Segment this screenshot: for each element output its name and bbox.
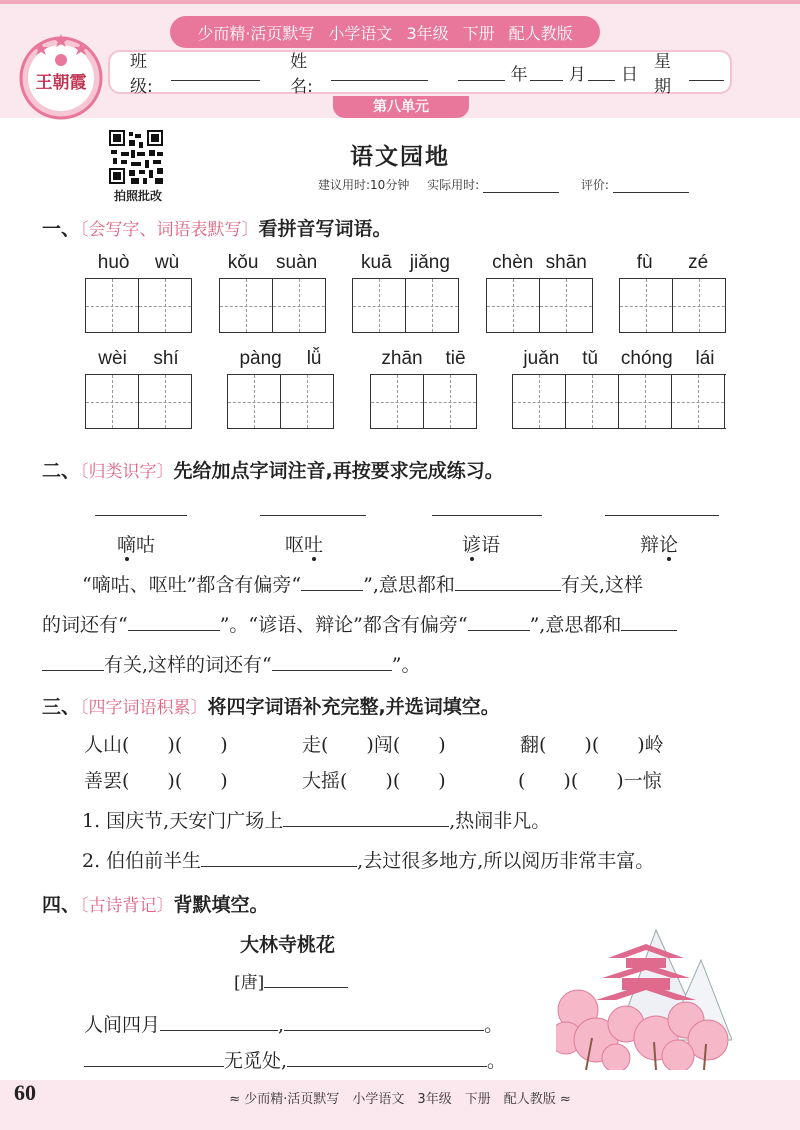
writing-box[interactable] xyxy=(281,375,334,428)
section-4-heading xyxy=(42,890,269,917)
actual-time-field[interactable] xyxy=(483,181,559,193)
pinyin-syllable: juǎn xyxy=(523,348,560,369)
page-number: 60 xyxy=(14,1080,36,1105)
fill-blank[interactable] xyxy=(42,651,104,671)
writing-box[interactable] xyxy=(86,279,139,332)
dotted-word xyxy=(117,530,155,557)
sentence-2 xyxy=(82,846,654,873)
word-char: 语 xyxy=(481,534,501,556)
idiom-item[interactable]: 人山( )( ) xyxy=(84,734,228,756)
dotted-word xyxy=(462,530,500,557)
pinyin-syllable: huò xyxy=(97,252,130,273)
rating-field[interactable] xyxy=(613,181,689,193)
pinyin-word xyxy=(486,252,593,333)
fill-blank[interactable] xyxy=(468,611,530,631)
writing-box[interactable] xyxy=(220,279,273,332)
pinyin-syllable: lǚ xyxy=(306,348,322,369)
dotted-word xyxy=(640,530,678,557)
pinyin-answer-line[interactable] xyxy=(95,515,187,516)
idiom-item[interactable]: 大摇( )( ) xyxy=(302,770,446,792)
section-4-number: 四、 xyxy=(42,894,81,916)
pinyin-answer-line[interactable] xyxy=(605,515,719,516)
pinyin-word xyxy=(370,348,477,429)
student-info-bar xyxy=(110,52,730,97)
poem-text: 无觅处, xyxy=(224,1050,288,1072)
word-char: 咕 xyxy=(136,534,156,556)
month-label: 月 xyxy=(568,64,586,85)
sentence-text: 2. 伯伯前半生 xyxy=(82,850,202,872)
grade-name: 3年级 xyxy=(406,23,449,43)
fill-blank[interactable] xyxy=(84,1047,224,1067)
idiom-item[interactable]: ( )( )一惊 xyxy=(518,770,662,792)
pinyin-word xyxy=(352,252,459,333)
sentence-text: ,热闹非凡。 xyxy=(449,810,551,832)
paragraph-text: ”,意思都和 xyxy=(363,574,455,596)
dotted-char: 谚 xyxy=(462,534,482,556)
pinyin-answer-line[interactable] xyxy=(260,515,366,516)
class-field[interactable] xyxy=(171,63,260,81)
word-char: 辩 xyxy=(640,534,660,556)
paragraph-text: 有关,这样 xyxy=(560,574,643,596)
pinyin-syllable: zé xyxy=(688,252,709,273)
section-3-number: 三、 xyxy=(42,696,81,718)
pinyin-syllable: fù xyxy=(636,252,653,273)
poem-text: 。 xyxy=(487,1050,507,1072)
section-2-tag: 〔归类识字〕 xyxy=(80,462,174,482)
paragraph-text: ”。 xyxy=(391,654,421,676)
dotted-char: 嘀 xyxy=(117,534,137,556)
writing-box[interactable] xyxy=(139,279,192,332)
suggested-time: 建议用时:10分钟 xyxy=(318,178,410,192)
section-4-instruction: 背默填空。 xyxy=(173,894,269,916)
fill-blank[interactable] xyxy=(128,611,220,631)
fill-blank[interactable] xyxy=(621,611,677,631)
writing-box[interactable] xyxy=(139,375,192,428)
year-field[interactable] xyxy=(458,63,505,81)
writing-box[interactable] xyxy=(273,279,326,332)
writing-box[interactable] xyxy=(228,375,281,428)
pinyin-syllable: tǔ xyxy=(582,348,599,369)
pinyin-syllable: lái xyxy=(695,348,715,369)
week-label: 星期 xyxy=(653,52,671,97)
qr-label: 拍照批改 xyxy=(113,189,162,203)
section-1-tag: 〔会写字、词语表默写〕 xyxy=(80,220,259,240)
sentence-1 xyxy=(82,806,550,833)
series-name: 少而精·活页默写 xyxy=(197,23,315,43)
class-label: 班级: xyxy=(130,52,153,97)
paragraph-text: ”,意思都和 xyxy=(529,614,622,636)
writing-box[interactable] xyxy=(673,279,726,332)
month-field[interactable] xyxy=(530,63,563,81)
section-3-tag: 〔四字词语积累〕 xyxy=(80,698,208,718)
week-field[interactable] xyxy=(689,63,724,81)
pinyin-word xyxy=(512,348,726,429)
paragraph-text: 的词还有“ xyxy=(42,614,128,636)
poem-text: 人间四月 xyxy=(84,1014,161,1036)
writing-box[interactable] xyxy=(86,375,139,428)
section-2-number: 二、 xyxy=(42,460,81,482)
pinyin-syllable: wù xyxy=(154,252,180,273)
poem-text: 。 xyxy=(484,1014,504,1036)
idiom-item[interactable]: 翻( )( )岭 xyxy=(520,734,664,756)
writing-box[interactable] xyxy=(672,375,725,428)
unit-tab: 第八单元 xyxy=(333,96,469,118)
dotted-word xyxy=(285,530,323,557)
writing-box[interactable] xyxy=(371,375,424,428)
fill-blank[interactable] xyxy=(272,651,392,671)
section-3-instruction: 将四字词语补充完整,并选词填空。 xyxy=(207,696,500,718)
poem-dynasty: [唐] xyxy=(234,973,265,993)
pinyin-syllable: kuā xyxy=(361,252,392,273)
writing-box[interactable] xyxy=(513,375,566,428)
fill-blank[interactable] xyxy=(301,571,363,591)
fill-blank[interactable] xyxy=(455,571,561,591)
section-3-heading xyxy=(42,692,500,719)
poem-title: 大林寺桃花 xyxy=(240,934,336,956)
paragraph-text: 有关,这样的词还有“ xyxy=(104,654,272,676)
poem-line-2 xyxy=(84,1046,506,1073)
pinyin-syllable: wèi xyxy=(98,348,127,369)
pinyin-word xyxy=(227,348,334,429)
pinyin-syllable: chèn xyxy=(492,252,534,273)
section-4-tag: 〔古诗背记〕 xyxy=(80,896,174,916)
header-top-line xyxy=(0,0,800,4)
sentence-text: ,去过很多地方,所以阅历非常丰富。 xyxy=(357,850,655,872)
writing-box[interactable] xyxy=(353,279,406,332)
pinyin-word xyxy=(219,252,326,333)
fill-blank[interactable] xyxy=(283,807,449,827)
pinyin-syllable: kǒu xyxy=(227,252,259,273)
writing-box[interactable] xyxy=(406,279,459,332)
author-blank[interactable] xyxy=(264,968,348,988)
pinyin-syllable: pàng xyxy=(239,348,282,369)
writing-box[interactable] xyxy=(424,375,477,428)
subject-name: 小学语文 xyxy=(328,23,393,43)
section-1-heading xyxy=(42,214,392,241)
footer-text: ≈ 少而精·活页默写 小学语文 3年级 下册 配人教版 ≈ xyxy=(229,1092,571,1107)
poem-author-row xyxy=(234,968,348,993)
pinyin-syllable: jiǎng xyxy=(409,252,450,273)
idiom-item[interactable]: 善罢( )( ) xyxy=(84,770,228,792)
paragraph-line-2 xyxy=(42,610,677,637)
name-field[interactable] xyxy=(331,63,428,81)
writing-box[interactable] xyxy=(566,375,619,428)
writing-box[interactable] xyxy=(619,375,672,428)
fill-blank[interactable] xyxy=(201,847,357,867)
paragraph-line-3 xyxy=(42,650,420,677)
series-title-bar xyxy=(170,16,600,48)
paragraph-line-1 xyxy=(82,570,643,597)
sentence-text: 1. 国庆节,天安门广场上 xyxy=(82,810,284,832)
day-field[interactable] xyxy=(588,63,615,81)
pinyin-syllable: shí xyxy=(153,348,179,369)
pinyin-syllable: chóng xyxy=(620,348,673,369)
page-title: 语文园地 xyxy=(350,144,450,170)
section-1-instruction: 看拼音写词语。 xyxy=(258,218,392,240)
poem-text: , xyxy=(278,1014,285,1036)
writing-box[interactable] xyxy=(620,279,673,332)
section-2-instruction: 先给加点字词注音,再按要求完成练习。 xyxy=(173,460,504,482)
logo-text: 王朝霞 xyxy=(35,73,87,93)
pinyin-syllable: suàn xyxy=(276,252,318,273)
term-name: 下册 xyxy=(462,23,495,43)
timing-row xyxy=(318,176,689,193)
writing-box[interactable] xyxy=(540,279,593,332)
rating-label: 评价: xyxy=(580,178,609,192)
pinyin-word xyxy=(619,252,726,333)
fill-blank[interactable] xyxy=(160,1011,278,1031)
brand-logo xyxy=(16,30,106,120)
poem-line-1 xyxy=(84,1010,503,1037)
dotted-char: 吐 xyxy=(304,534,324,556)
paragraph-text: ”。“谚语、辩论”都含有偏旁“ xyxy=(219,614,468,636)
pinyin-word xyxy=(85,252,192,333)
idiom-item[interactable]: 走( )闯( ) xyxy=(302,734,446,756)
peach-blossom-temple-illustration xyxy=(556,920,732,1070)
fill-blank[interactable] xyxy=(284,1011,484,1031)
pinyin-syllable: shān xyxy=(545,252,587,273)
year-label: 年 xyxy=(510,64,528,85)
paragraph-text: “嘀咕、呕吐”都含有偏旁“ xyxy=(82,574,302,596)
section-1-number: 一、 xyxy=(42,218,81,240)
name-label: 姓名: xyxy=(290,52,313,97)
day-label: 日 xyxy=(620,64,638,85)
pinyin-syllable: zhān xyxy=(381,348,423,369)
dotted-char: 论 xyxy=(659,534,679,556)
pinyin-syllable: tiē xyxy=(445,348,466,369)
writing-box[interactable] xyxy=(487,279,540,332)
section-2-heading xyxy=(42,456,504,483)
pinyin-word xyxy=(85,348,192,429)
fill-blank[interactable] xyxy=(287,1047,487,1067)
edition-name: 配人教版 xyxy=(508,23,573,43)
word-char: 呕 xyxy=(285,534,305,556)
actual-time-label: 实际用时: xyxy=(427,178,480,192)
pinyin-answer-line[interactable] xyxy=(432,515,542,516)
